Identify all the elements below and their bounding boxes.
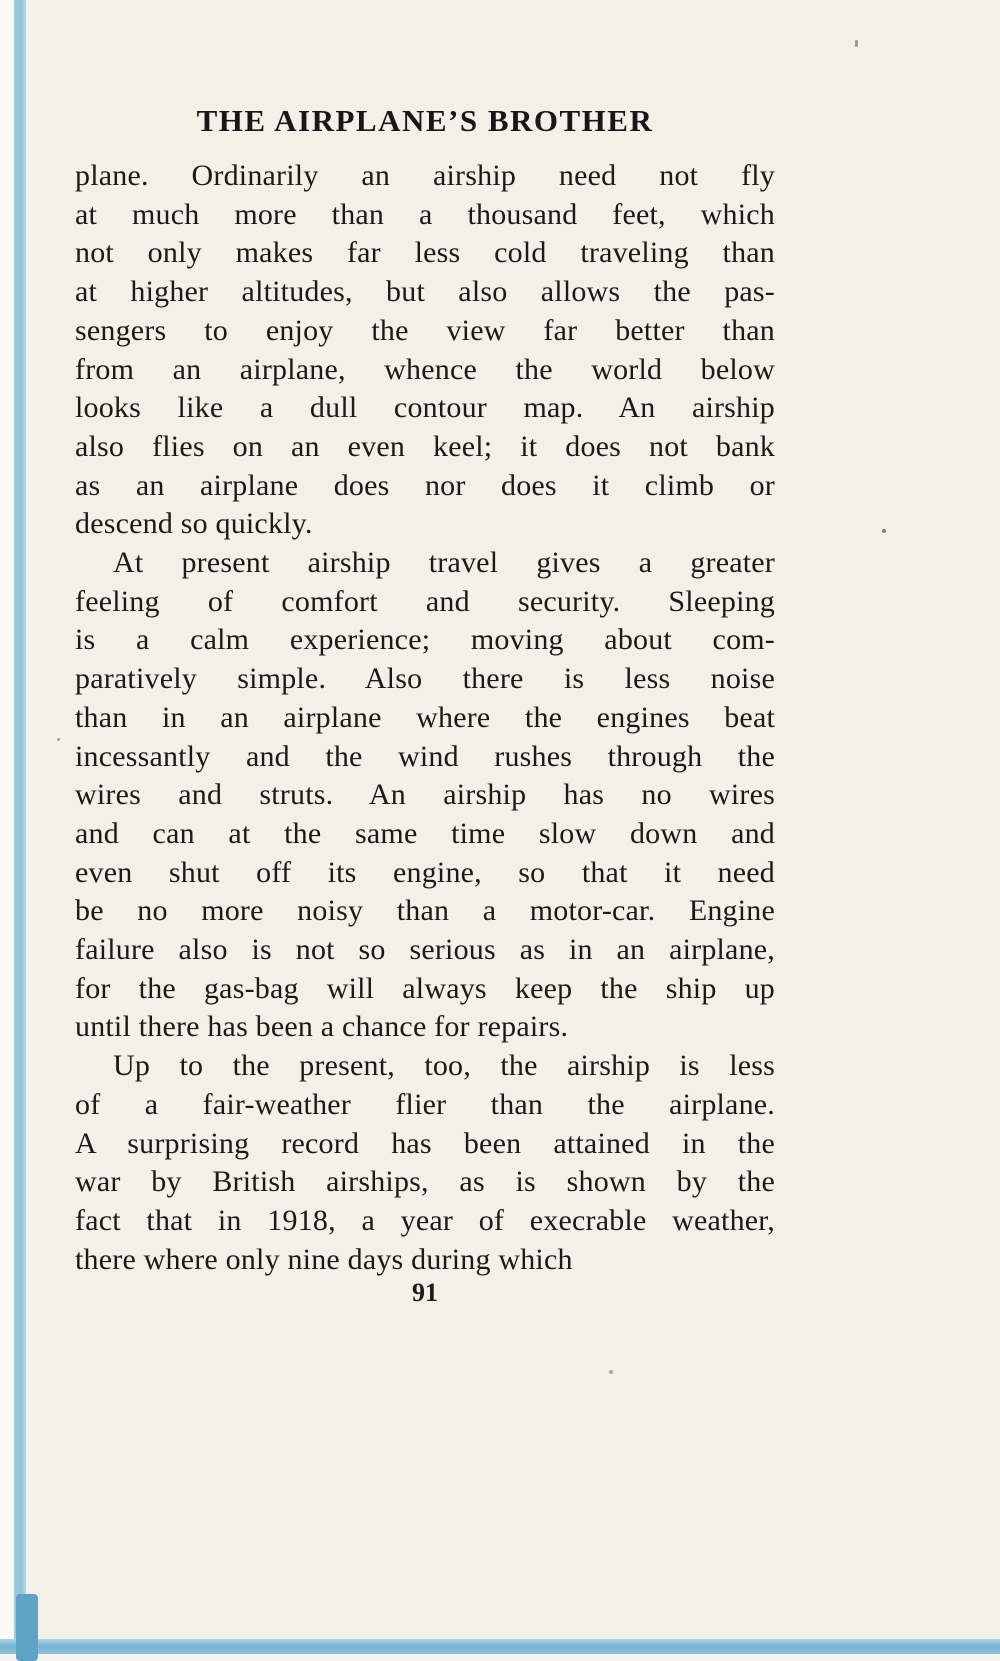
text-line: until there has been a chance for repairs. [75, 1010, 569, 1044]
text-line: from an airplane, whence the world below [75, 352, 775, 386]
scan-edge-bottom-white [0, 1654, 1000, 1661]
text-line: is a calm experience; moving about com- [75, 623, 775, 657]
text-line: as an airplane does nor does it climb or [75, 468, 775, 502]
text-line: At present airship travel gives a greater [113, 546, 775, 580]
text-line: sengers to enjoy the view far better than [75, 313, 775, 347]
text-line: war by British airships, as is shown by the [75, 1165, 775, 1199]
scan-edge-left-white [0, 0, 14, 1661]
text-line: fact that in 1918, a year of execrable weather, [75, 1203, 775, 1237]
text-line: there where only nine days during which [75, 1242, 573, 1276]
paragraph [75, 157, 775, 544]
text-line: be no more noisy than a motor-car. Engine [75, 894, 775, 928]
text-line: than in an airplane where the engines beat [75, 700, 775, 734]
text-line: not only makes far less cold traveling than [75, 236, 775, 270]
text-line: of a fair-weather flier than the airplane. [75, 1087, 775, 1121]
scan-edge-left-blue [14, 0, 26, 1661]
text-line: plane. Ordinarily an airship need not fly [75, 159, 775, 192]
text-line: also flies on an even keel; it does not bank [75, 429, 775, 463]
text-line: A surprising record has been attained in the [75, 1126, 775, 1160]
body-text [75, 157, 775, 1279]
text-line: descend so quickly. [75, 507, 313, 541]
text-line: Up to the present, too, the airship is less [113, 1049, 775, 1083]
text-line: and can at the same time slow down and [75, 816, 775, 850]
page-title: THE AIRPLANE’S BROTHER [196, 103, 654, 138]
scan-speck [855, 40, 858, 47]
text-line: at much more than a thousand feet, which [75, 197, 775, 231]
scan-speck [882, 529, 886, 533]
scan-speck [609, 1370, 613, 1374]
paragraph [75, 1047, 775, 1279]
paragraph [75, 544, 775, 1047]
text-line: even shut off its engine, so that it need [75, 855, 775, 889]
text-line: feeling of comfort and security. Sleeping [75, 584, 775, 618]
text-line: failure also is not so serious as in an airplane, [75, 933, 775, 967]
scan-corner-artifact [16, 1594, 38, 1661]
text-line: incessantly and the wind rushes through the [75, 739, 775, 773]
page-number: 91 [412, 1278, 438, 1307]
text-line: paratively simple. Also there is less noise [75, 662, 775, 696]
text-line: for the gas-bag will always keep the ship up [75, 971, 775, 1005]
text-line: looks like a dull contour map. An airship [75, 391, 775, 425]
text-line: at higher altitudes, but also allows the pas- [75, 275, 775, 309]
text-line: wires and struts. An airship has no wires [75, 778, 775, 812]
scan-edge-bottom-blue [0, 1639, 1000, 1655]
scan-speck [57, 738, 60, 741]
